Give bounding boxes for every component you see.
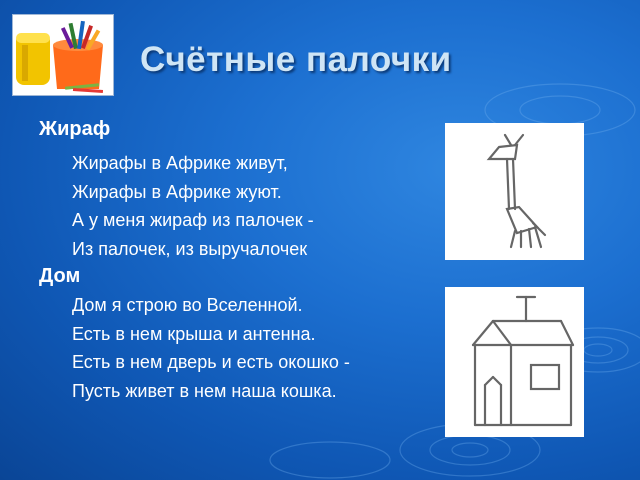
counting-sticks-logo (12, 14, 114, 96)
giraffe-picture (445, 123, 584, 260)
verse-line: Жирафы в Африке жуют. (72, 181, 282, 202)
verse-line: Жирафы в Африке живут, (72, 153, 288, 173)
house-sticks-icon (445, 287, 584, 437)
verse-line: Пусть живет в нем наша кошка. (72, 380, 337, 401)
section-heading-house: Дом (39, 265, 81, 287)
section-heading-giraffe: Жираф (39, 118, 111, 140)
house-picture (445, 287, 584, 437)
slide-title: Счётные палочки (140, 40, 452, 79)
verse-line: Есть в нем дверь и есть окошко - (72, 352, 350, 372)
verse-line: Есть в нем крыша и антенна. (72, 323, 316, 344)
verse-line: Из палочек, из выручалочек (72, 238, 308, 259)
verse-line: А у меня жираф из палочек - (72, 210, 314, 230)
giraffe-sticks-icon (445, 123, 584, 260)
giraffe-verse (72, 149, 314, 263)
pencil-cup-icon (13, 15, 113, 95)
house-verse (72, 291, 350, 405)
verse-line: Дом я строю во Вселенной. (72, 295, 303, 315)
